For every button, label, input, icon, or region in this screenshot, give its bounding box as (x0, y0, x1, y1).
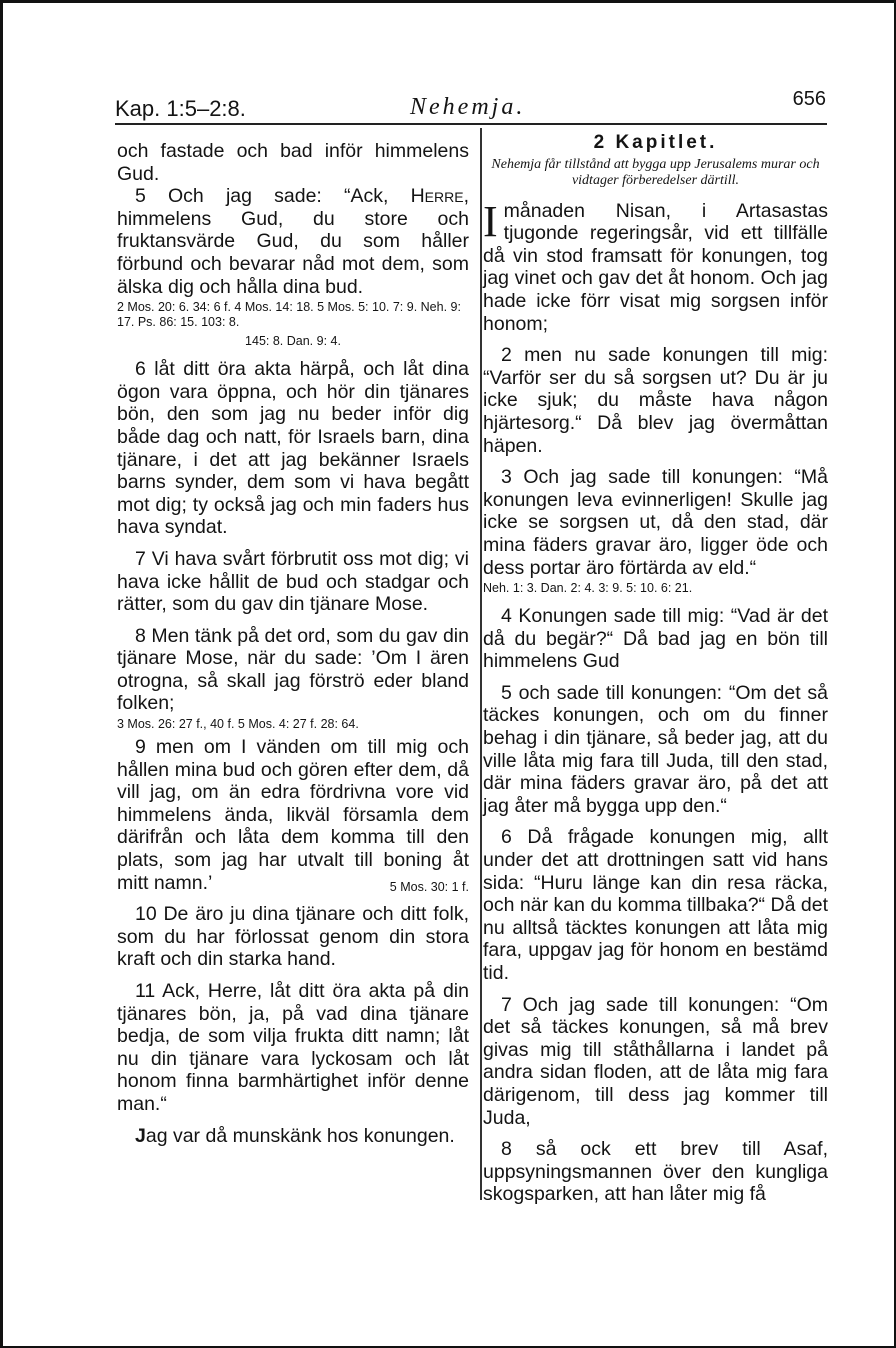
verse-11: 11 Ack, Herre, låt ditt öra akta på din tjänares bön, ja, på vad dina tjänare bedja, de som vilja frukta ditt namn; låt nu din tjänare vara lyckosam och låt honom finna barmhärtighet inför denne man.“ (117, 980, 469, 1115)
verse-8: 8 så ock ett brev till Asaf, uppsyningsmannen över den kungliga skogsparken, att han låter mig få (483, 1138, 828, 1206)
verse-6: 6 låt ditt öra akta härpå, och låt dina ögon vara öppna, och hör din tjänares bön, den som jag nu beder inför dig både dag och natt, för Israels barn, dina tjänare, i det att jag bekänner Israels barns synder, dem som vi hava begått mot dig; ty också jag och min faders hus hava syndat. (117, 358, 469, 539)
cross-references-9: 5 Mos. 30: 1 f. (389, 879, 469, 894)
scan-border-top (0, 0, 896, 3)
verse-4: 4 Konungen sade till mig: “Vad är det då du begär?“ Då bad jag en bön till himmelens Gud (483, 605, 828, 673)
right-column (483, 132, 828, 1206)
book-title: Nehemja. (410, 94, 526, 120)
chapter-reference: Kap. 1:5–2:8. (115, 96, 246, 121)
verse-7: 7 Och jag sade till konungen: “Om det så täckes konungen, så må brev givas mig till ståthållarna i landet på andra sidan floden, att de låta mig fara därigenom, till dess jag kommer till Juda, (483, 993, 828, 1129)
chapter-summary: Nehemja får tillstånd att bygga upp Jerusalems murar och vidtager förberedelser därtill. (491, 156, 820, 189)
verse-9: 9 men om I vänden om till mig och hållen mina bud och gören efter dem, då vill jag, om än edra fördrivna vore vid himmelens ända, likväl församla dem därifrån och låta dem komma till den plats, som jag har utvalt till boning åt mitt namn.’ 5 Mos. 30: 1 f. (117, 736, 469, 894)
page-header (115, 88, 826, 122)
column-divider (480, 128, 482, 1200)
cross-references-3: Neh. 1: 3. Dan. 2: 4. 3: 9. 5: 10. 6: 21. (483, 581, 693, 596)
verse-10: 10 De äro ju dina tjänare och ditt folk, som du har förlossat genom din stora kraft och din starka hand. (117, 903, 469, 971)
verse-5: 5 Och jag sade: “Ack, Herre, himmelens Gud, du store och fruktansvärde Gud, du som håller förbund och bevarar nåd mot dem, som älska dig och hålla dina bud. (117, 185, 469, 298)
cross-references-8: 3 Mos. 26: 27 f., 40 f. 5 Mos. 4: 27 f. 28: 64. (117, 717, 359, 732)
verse-6: 6 Då frågade konungen mig, allt under det att drottningen satt vid hans sida: “Huru länge kan din resa räcka, och när kan du komma tillbaka?“ Då det nu alltså täcktes konungen att låta mig fara, uppgav jag för honom en bestämd tid. (483, 826, 828, 984)
verse-5: 5 och sade till konungen: “Om det så täckes konungen, och om du finner behag i din tjänare, så beder jag, att du ville låta mig fara till Juda, till den stad, där mina fäders gravar äro, på det att jag åter må bygga upp den.“ (483, 681, 828, 817)
scan-border-left (0, 0, 3, 1348)
closing-sentence: Jag var då munskänk hos konungen. (135, 1124, 455, 1147)
page-number: 656 (792, 88, 826, 110)
verse-8: 8 Men tänk på det ord, som du gav din tjänare Mose, när du sade: ’Om I ären otrogna, så skall jag förströ eder bland folken; (117, 624, 469, 715)
cross-references-5a: 2 Mos. 20: 6. 34: 6 f. 4 Mos. 14: 18. 5 Mos. 5: 10. 7: 9. Neh. 9: 17. Ps. 86: 15. 103: 8. (117, 300, 461, 330)
verse-2: 2 men nu sade konungen till mig: “Varför ser du så sorgsen ut? Du är ju icke sjuk; du måste hava någon hjärtesorg.“ Då blev jag övermåttan häpen. (483, 344, 828, 457)
left-column (117, 140, 469, 1147)
header-rule (115, 123, 827, 125)
verse-1: Imånaden Nisan, i Artasastas tjugonde regeringsår, vid ett tillfälle då vin stod framsatt för konungen, tog jag vinet och gav det åt honom. Och jag hade icke förr visat mig sorgsen inför honom; (483, 196, 828, 335)
verse-continuation: och fastade och bad inför himmelens Gud. (117, 140, 469, 185)
verse-7: 7 Vi hava svårt förbrutit oss mot dig; vi hava icke hållit de bud och stadgar och rätter, som du gav din tjänare Mose. (117, 547, 469, 616)
cross-references-5b: 145: 8. Dan. 9: 4. (245, 334, 341, 349)
chapter-heading: 2 Kapitlet. (593, 132, 718, 153)
drop-cap: I (483, 196, 498, 246)
verse-3: 3 Och jag sade till konungen: “Må konungen leva evinnerligen! Skulle jag icke se sorgsen ut, då den stad, där mina fäders gravar äro, ligger öde och dess portar äro förtärda av eld.“ (483, 466, 828, 579)
